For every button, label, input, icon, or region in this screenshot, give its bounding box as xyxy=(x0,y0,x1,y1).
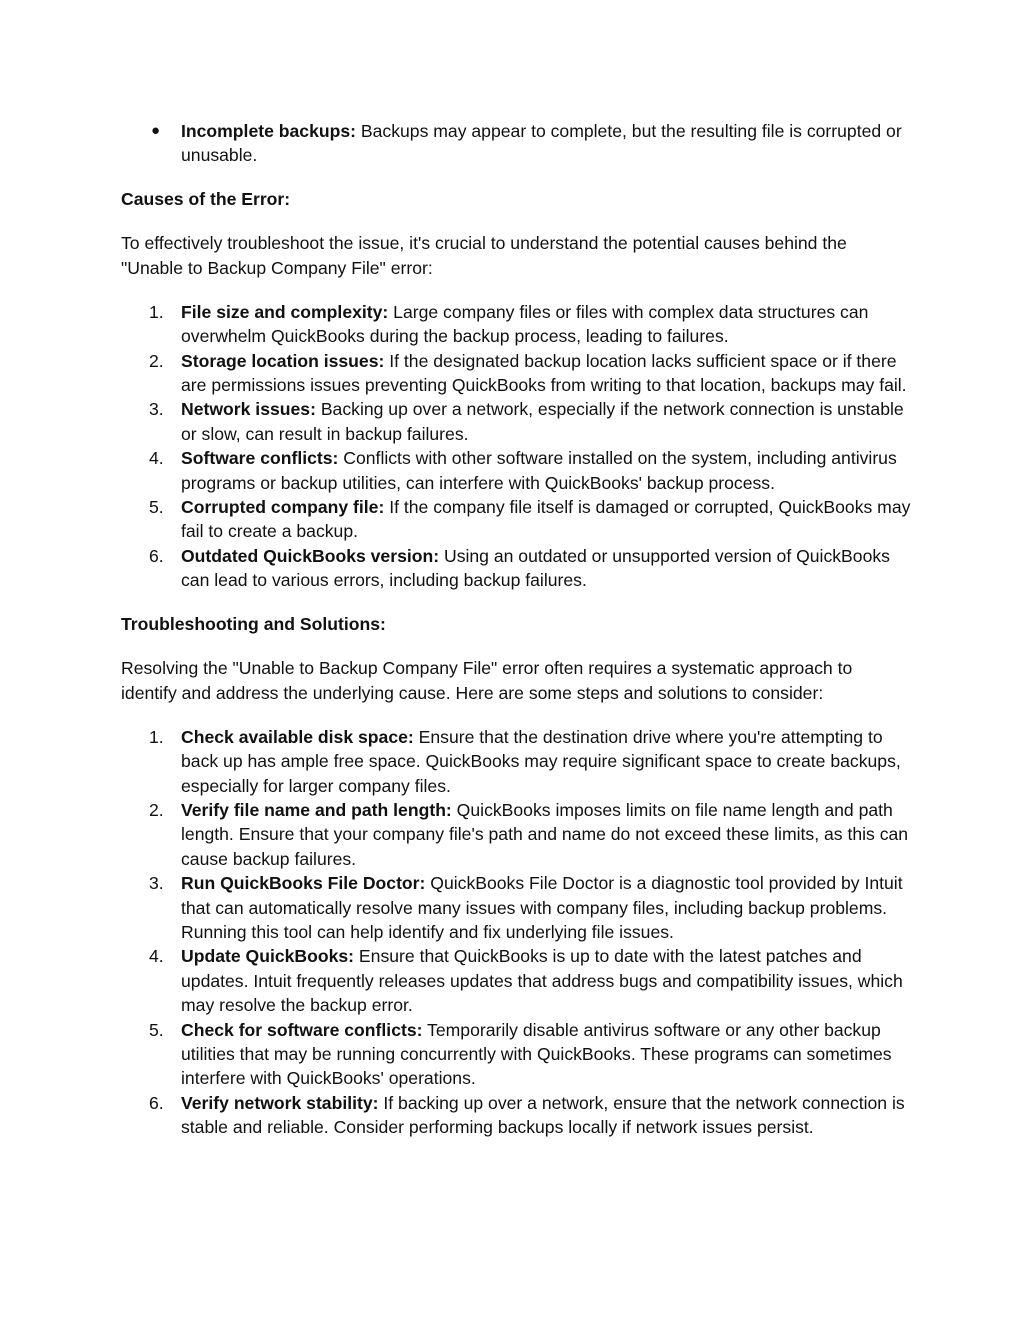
causes-list xyxy=(121,300,911,593)
list-item-text: Backing up over a network, especially if the network connection is unstable or slow, can result in backup failures. xyxy=(181,399,904,444)
list-item-term: Check for software conflicts: xyxy=(181,1019,423,1040)
list-item-text: Ensure that QuickBooks is up to date with the latest patches and updates. Intuit frequently releases updates that address bugs and compatibility issues, which may resolve the backup error. xyxy=(181,946,903,1016)
solutions-list-item xyxy=(121,1018,911,1091)
list-item-term: Verify file name and path length: xyxy=(181,799,452,820)
bullet-text: Backups may appear to complete, but the resulting file is corrupted or unusable. xyxy=(181,121,902,166)
causes-list-item xyxy=(121,495,911,544)
solutions-intro: Resolving the "Unable to Backup Company File" error often requires a systematic approach to identify and address the underlying cause. Here are some steps and solutions to consider: xyxy=(121,658,853,703)
list-item-term: Verify network stability: xyxy=(181,1092,379,1113)
causes-heading: Causes of the Error: xyxy=(121,189,291,210)
causes-intro: To effectively troubleshoot the issue, it's crucial to understand the potential causes behind the "Unable to Backup Company File" error: xyxy=(121,233,847,278)
list-number: 3. xyxy=(149,399,164,420)
list-item-text: If the designated backup location lacks sufficient space or if there are permissions issues preventing QuickBooks from writing to that location, backups may fail. xyxy=(181,350,907,396)
list-item-text: Temporarily disable antivirus software or any other backup utilities that may be running concurrently with QuickBooks. These programs can sometimes interfere with QuickBooks' operations. xyxy=(181,1019,892,1089)
list-item-text: QuickBooks File Doctor is a diagnostic tool provided by Intuit that can automatically resolve many issues with company files, including backup problems. Running this tool can help identify and fix underlying file issues. xyxy=(181,873,903,942)
list-number: 4. xyxy=(149,946,164,967)
bullet-item-incomplete-backups xyxy=(121,119,911,168)
list-number: 6. xyxy=(149,545,164,566)
list-number: 6. xyxy=(149,1092,164,1113)
list-number: 4. xyxy=(149,448,164,469)
list-number: 5. xyxy=(149,497,164,518)
solutions-list-item xyxy=(121,1091,911,1140)
list-number: 5. xyxy=(149,1019,164,1040)
solutions-list-item xyxy=(121,944,911,1017)
list-item-term: Check available disk space: xyxy=(181,726,414,747)
list-number: 1. xyxy=(149,301,164,322)
list-number: 2. xyxy=(149,350,164,371)
document-page xyxy=(121,119,911,1140)
list-item-text: Ensure that the destination drive where you're attempting to back up has ample free space. QuickBooks may require significant space to create backups, especially for larger company files. xyxy=(181,726,901,796)
bullet-marker: ● xyxy=(151,122,161,139)
list-item-term: Software conflicts: xyxy=(181,448,339,469)
list-number: 3. xyxy=(149,873,164,894)
causes-list-item xyxy=(121,349,911,398)
solutions-list-item xyxy=(121,798,911,871)
list-number: 2. xyxy=(149,799,164,820)
causes-list-item xyxy=(121,446,911,495)
solutions-list-item xyxy=(121,871,911,944)
list-number: 1. xyxy=(149,726,164,747)
list-item-text: Large company files or files with complex data structures can overwhelm QuickBooks during the backup process, leading to failures. xyxy=(181,301,869,347)
list-item-term: Run QuickBooks File Doctor: xyxy=(181,873,426,894)
solutions-list xyxy=(121,725,911,1140)
causes-list-item xyxy=(121,544,911,593)
list-item-text: If backing up over a network, ensure that the network connection is stable and reliable. Consider performing backups locally if network issues persist. xyxy=(181,1092,905,1138)
list-item-term: Outdated QuickBooks version: xyxy=(181,545,440,566)
list-item-text: QuickBooks imposes limits on file name length and path length. Ensure that your company file's path and name do not exceed these limits, as this can cause backup failures. xyxy=(181,799,909,869)
list-item-term: Network issues: xyxy=(181,399,316,420)
solutions-heading: Troubleshooting and Solutions: xyxy=(121,614,386,635)
list-item-text: Using an outdated or unsupported version of QuickBooks can lead to various errors, including backup failures. xyxy=(181,545,890,591)
list-item-text: If the company file itself is damaged or corrupted, QuickBooks may fail to create a backup. xyxy=(181,497,911,542)
causes-list-item xyxy=(121,300,911,349)
causes-list-item xyxy=(121,397,911,446)
list-item-text: Conflicts with other software installed on the system, including antivirus programs or backup utilities, can interfere with QuickBooks' backup process. xyxy=(181,448,897,493)
list-item-term: Update QuickBooks: xyxy=(181,946,355,967)
solutions-list-item xyxy=(121,725,911,798)
list-item-term: Storage location issues: xyxy=(181,350,385,371)
bullet-term: Incomplete backups: xyxy=(181,121,357,141)
intro-bullet-list xyxy=(121,119,911,168)
list-item-term: Corrupted company file: xyxy=(181,497,385,518)
list-item-term: File size and complexity: xyxy=(181,301,389,322)
